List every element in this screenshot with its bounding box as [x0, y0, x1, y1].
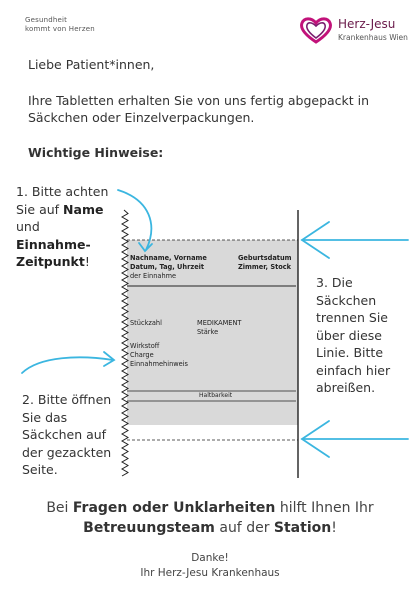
pouch-batch: Charge [130, 351, 154, 359]
tagline-line1: Gesundheit [25, 16, 68, 24]
pouch-agent: Wirkstoff [130, 342, 160, 350]
hint-title: Wichtige Hinweise: [28, 145, 164, 160]
pouch-intake-label: der Einnahme [130, 272, 177, 280]
step-1-bold-name: Name [63, 201, 104, 217]
step-1-bold-time: Einnahme-Zeitpunkt [16, 236, 91, 269]
logo-name: Herz-Jesu [338, 17, 396, 31]
pouch-strength: Stärke [197, 328, 219, 336]
footer-thanks [0, 551, 420, 581]
step-2-text: 2. Bitte öffnen Sie das Säckchen auf der gezackten Seite. [22, 392, 112, 477]
signature-text: Ihr Herz-Jesu Krankenhaus [140, 567, 280, 579]
step-1-text: 1. Bitte achten Sie auf Name und Einnahme-Zeitpunkt! [16, 184, 109, 269]
intro-text: Ihre Tabletten erhalten Sie von uns fertig abgepackt in Säckchen oder Einzelverpackungen. [28, 93, 370, 125]
logo-subtitle: Krankenhaus Wien [338, 33, 408, 42]
tagline-line2: kommt von Herzen [25, 25, 95, 33]
pouch-datetime: Datum, Tag, Uhrzeit [130, 263, 205, 271]
pouch-medication: MEDIKAMENT [197, 319, 242, 327]
pouch-intake-hint: Einnahmehinweis [130, 360, 188, 368]
pouch-count: Stückzahl [130, 319, 162, 327]
zigzag-edge [122, 210, 128, 476]
arrow-step-1 [118, 190, 152, 251]
footer-questions: Bei Fragen oder Unklarheiten hilft Ihnen Ihr Betreuungsteam auf der Station! [46, 500, 374, 536]
arrow-top-right [302, 222, 408, 258]
pouch-birthdate: Geburtsdatum [238, 254, 292, 262]
pouch-expiry: Haltbarkeit [199, 392, 233, 399]
thanks-text: Danke! [191, 552, 229, 564]
greeting: Liebe Patient*innen, [28, 57, 155, 72]
pouch-room: Zimmer, Stock [238, 263, 292, 271]
step-3-text: 3. Die Säckchen trennen Sie über diese Linie. Bitte einfach hier abreißen. [316, 275, 391, 395]
arrow-step-2 [22, 352, 114, 373]
arrow-bottom-right [302, 421, 408, 457]
pouch-name: Nachname, Vorname [130, 254, 207, 262]
